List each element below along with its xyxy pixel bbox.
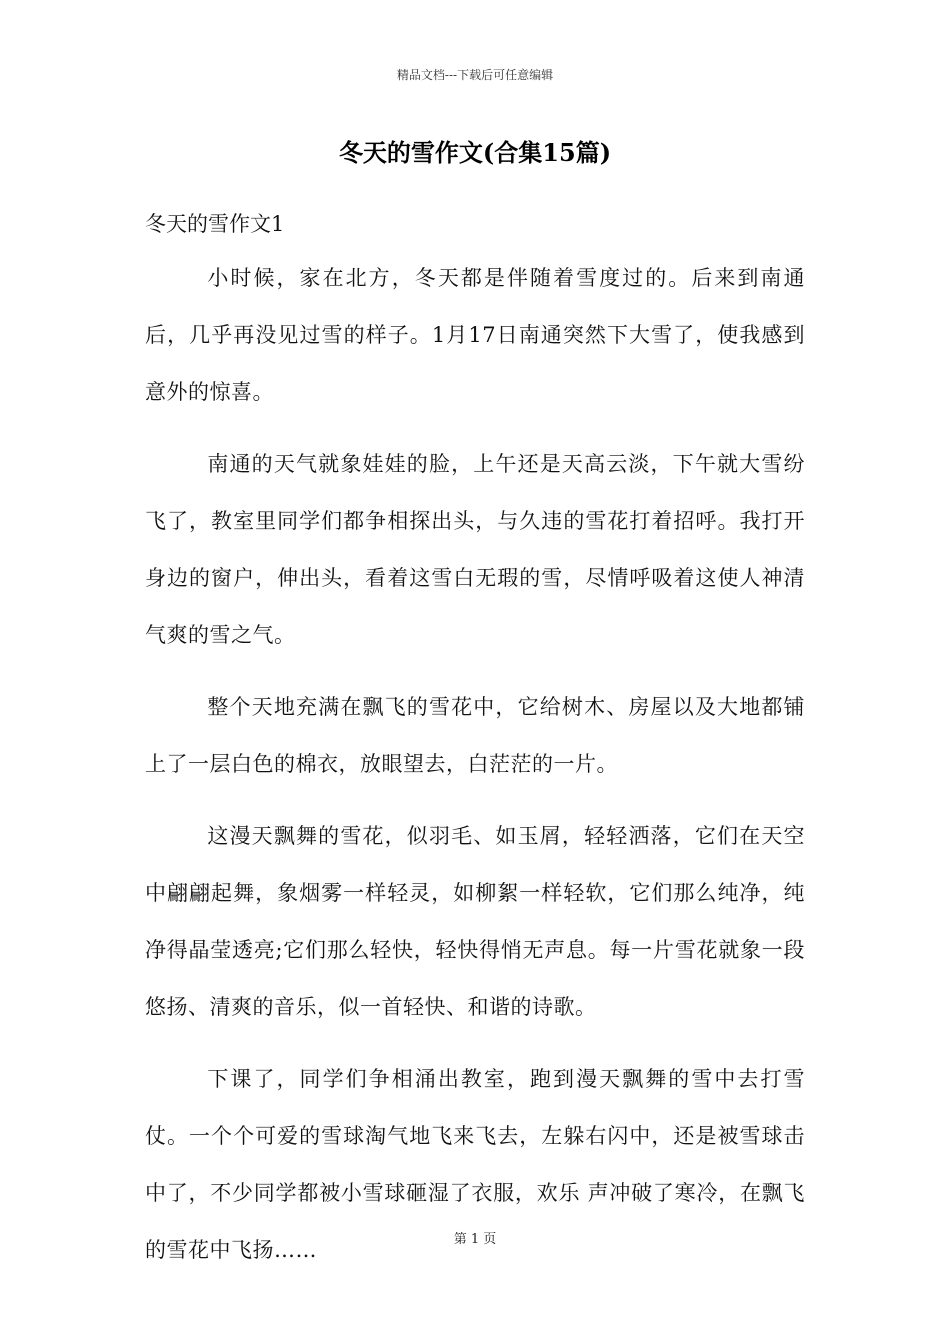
section-heading: 冬天的雪作文1 <box>145 212 285 236</box>
page-number: 第 1 页 <box>453 1232 497 1247</box>
document-body <box>145 250 805 1294</box>
paragraph: 下课了，同学们争相涌出教室，跑到漫天飘舞的雪中去打雪仗。一个个可爱的雪球淘气地飞来飞去，左躲右闪中，还是被雪球击中了，不少同学都被小雪球砸湿了衣服，欢乐 声冲破了寒冷，在飘飞的雪花中飞扬…… <box>145 1067 805 1262</box>
paragraph: 这漫天飘舞的雪花，似羽毛、如玉屑，轻轻洒落，它们在天空中翩翩起舞，象烟雾一样轻灵，如柳絮一样轻软，它们那么纯净，纯净得晶莹透亮;它们那么轻快，轻快得悄无声息。每一片雪花就象一段悠扬、清爽的音乐，似一首轻快、和谐的诗歌。 <box>145 824 805 1019</box>
paragraph: 整个天地充满在飘飞的雪花中，它给树木、房屋以及大地都铺上了一层白色的棉衣，放眼望去，白茫茫的一片。 <box>145 695 805 776</box>
paragraph: 小时候，家在北方，冬天都是伴随着雪度过的。后来到南通后，几乎再没见过雪的样子。1月17日南通突然下大雪了，使我感到意外的惊喜。 <box>145 266 805 404</box>
document-title: 冬天的雪作文(合集15篇) <box>338 138 612 167</box>
header-note: 精品文档---下载后可任意编辑 <box>396 68 554 82</box>
paragraph: 南通的天气就象娃娃的脸，上午还是天高云淡，下午就大雪纷飞了，教室里同学们都争相探出头，与久违的雪花打着招呼。我打开身边的窗户，伸出头，看着这雪白无瑕的雪，尽情呼吸着这使人神清气爽的雪之气。 <box>145 452 805 647</box>
